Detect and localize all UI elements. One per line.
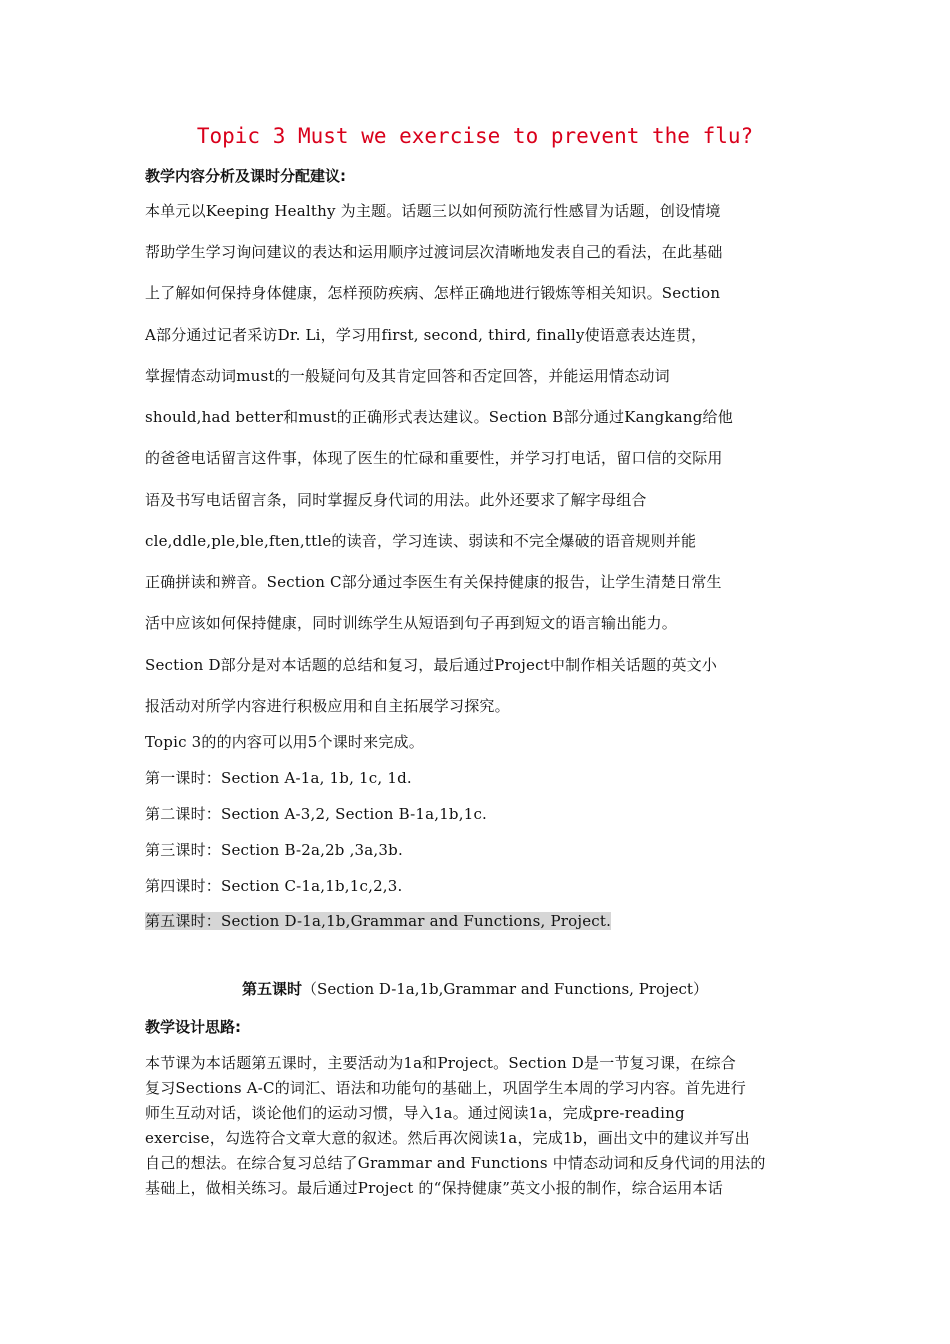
lesson-subtitle-bold: 第五课时 xyxy=(242,980,303,998)
topic-period-count: Topic 3的的内容可以用5个课时来完成。 xyxy=(145,733,424,751)
intro-line: 语及书写电话留言条，同时掌握反身代词的用法。此外还要求了解字母组合 xyxy=(145,491,647,509)
period-item-highlighted xyxy=(145,910,611,931)
period-item: 第二课时：Section A-3,2, Section B-1a,1b,1c. xyxy=(145,805,488,823)
design-line: exercise，勾选符合文章大意的叙述。然后再次阅读1a，完成1b，画出文中的建议并写出 xyxy=(145,1129,750,1147)
section-heading-design: 教学设计思路: xyxy=(145,1018,241,1036)
intro-line: 报活动对所学内容进行积极应用和自主拓展学习探究。 xyxy=(145,697,510,715)
period-item: 第四课时：Section C-1a,1b,1c,2,3. xyxy=(145,877,403,895)
intro-line: 本单元以Keeping Healthy 为主题。话题三以如何预防流行性感冒为话题，创设情境 xyxy=(145,202,721,220)
intro-line: 的爸爸电话留言这件事，体现了医生的忙碌和重要性，并学习打电话，留口信的交际用 xyxy=(145,449,723,467)
intro-line: 活中应该如何保持健康，同时训练学生从短语到句子再到短文的语言输出能力。 xyxy=(145,614,678,632)
intro-line: cle,ddle,ple,ble,ften,ttle的读音，学习连读、弱读和不完全爆破的语音规则并能 xyxy=(145,532,697,550)
intro-line: 正确拼读和辨音。Section C部分通过李医生有关保持健康的报告，让学生清楚日常生 xyxy=(145,573,722,591)
intro-line: A部分通过记者采访Dr. Li，学习用first, second, third, finally使语意表达连贯， xyxy=(145,326,707,344)
lesson-subtitle xyxy=(0,978,950,999)
design-line: 本节课为本话题第五课时，主要活动为1a和Project。Section D是一节复习课，在综合 xyxy=(145,1054,737,1072)
design-line: 基础上，做相关练习。最后通过Project 的“保持健康”英文小报的制作，综合运用本话 xyxy=(145,1179,723,1197)
section-heading-analysis: 教学内容分析及课时分配建议: xyxy=(145,167,346,185)
intro-line: 掌握情态动词must的一般疑问句及其肯定回答和否定回答，并能运用情态动词 xyxy=(145,367,670,385)
intro-line: should,had better和must的正确形式表达建议。Section B部分通过Kangkang给他 xyxy=(145,408,733,426)
intro-line: Section D部分是对本话题的总结和复习，最后通过Project中制作相关话题的英文小 xyxy=(145,656,718,674)
design-line: 复习Sections A-C的词汇、语法和功能句的基础上，巩固学生本周的学习内容。首先进行 xyxy=(145,1079,746,1097)
design-line: 自己的想法。在综合复习总结了Grammar and Functions 中情态动词和反身代词的用法的 xyxy=(145,1154,766,1172)
document-title: Topic 3 Must we exercise to prevent the flu? xyxy=(196,124,754,148)
design-line: 师生互动对话，谈论他们的运动习惯，导入1a。通过阅读1a，完成pre-reading xyxy=(145,1104,685,1122)
period-item: 第三课时：Section B-2a,2b ,3a,3b. xyxy=(145,841,403,859)
lesson-subtitle-rest: （Section D-1a,1b,Grammar and Functions, Project） xyxy=(302,980,708,998)
intro-line: 帮助学生学习询问建议的表达和运用顺序过渡词层次清晰地发表自己的看法，在此基础 xyxy=(145,243,723,261)
period-item: 第一课时：Section A-1a, 1b, 1c, 1d. xyxy=(145,769,412,787)
highlighted-text: 第五课时：Section D-1a,1b,Grammar and Functions, Project. xyxy=(145,912,612,930)
intro-line: 上了解如何保持身体健康，怎样预防疾病、怎样正确地进行锻炼等相关知识。Section xyxy=(145,284,721,302)
